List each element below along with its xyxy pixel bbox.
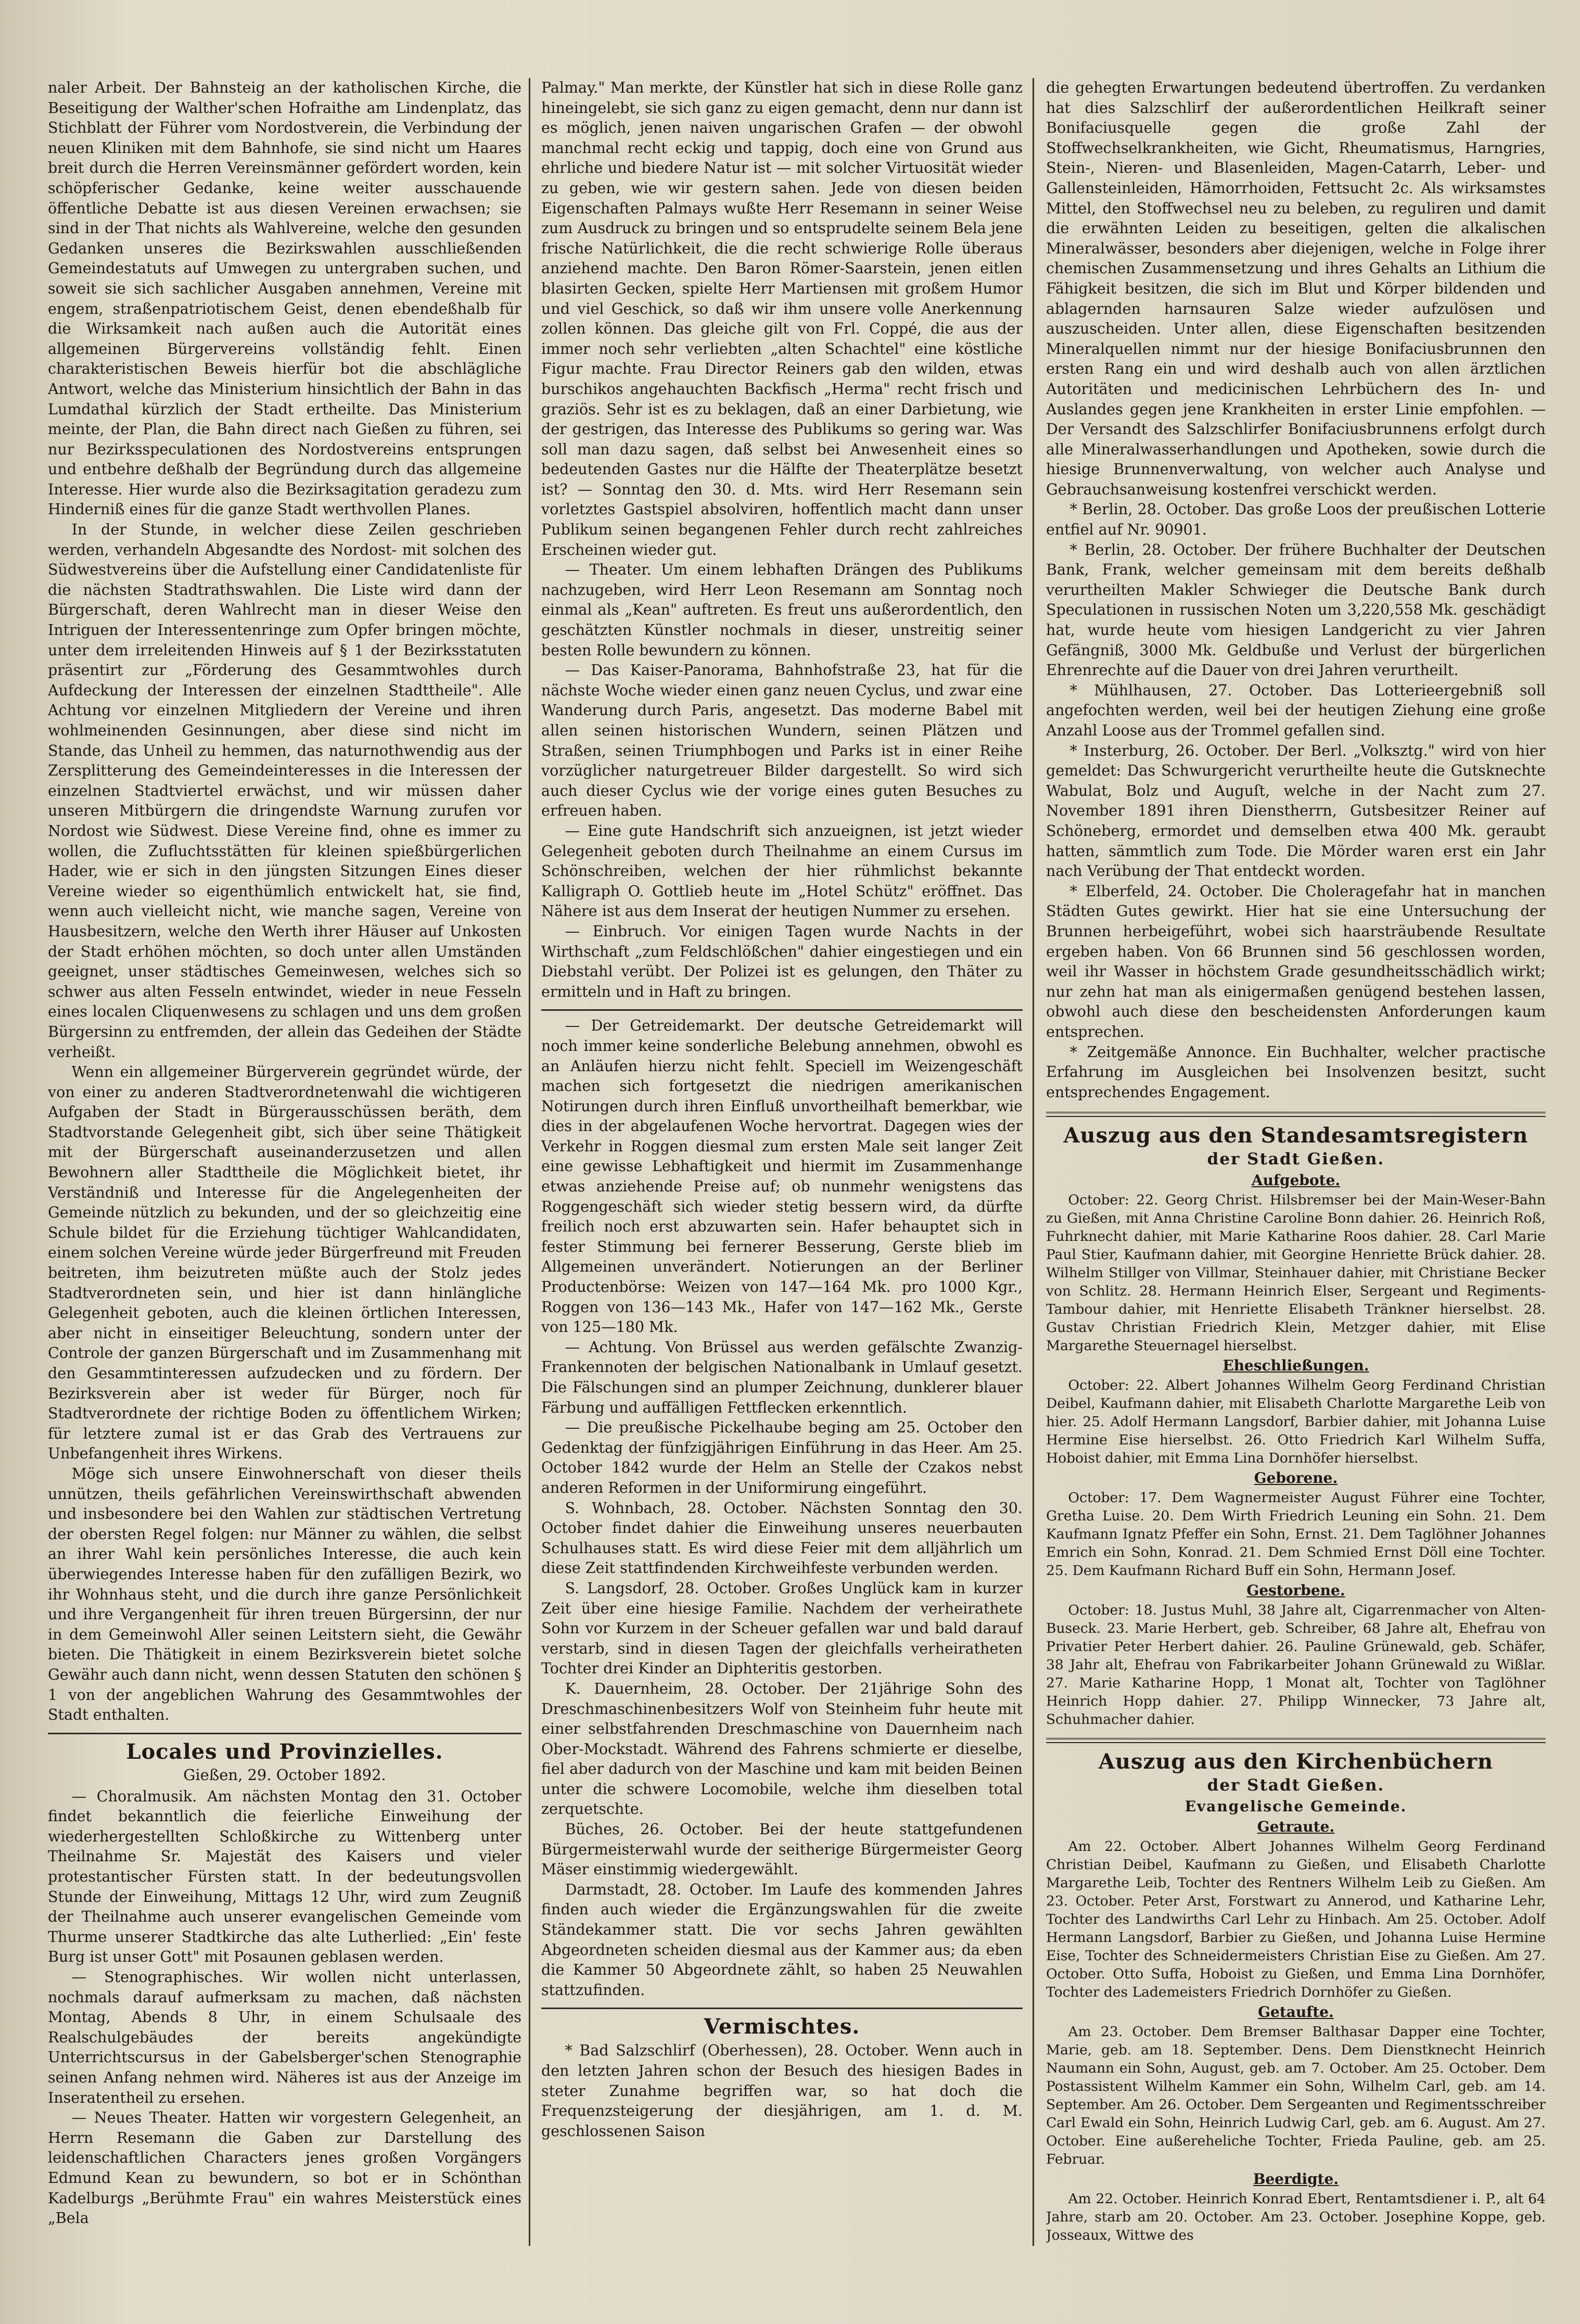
news-item: — Das Kaiser-Panorama, Bahnhofstraße 23, hat für die nächste Woche wieder einen ganz neuen Cyclus, und zwar eine Wanderung durch Paris, angesetzt. Das moderne Babel mit allen seinen historischen Wundern, seinen Plätzen und Straßen, seinen Triumphbogen und Parks ist in einer Reihe vorzüglicher naturgetreuer Bilder dargestellt. So wird sich auch dieser Cyclus wie der vorige eines guten Besuches zu erfreuen haben.: [541, 662, 1023, 820]
section-title-locales: Locales und Provinzielles.: [126, 1739, 443, 1764]
news-item: — Theater. Um einem lebhaften Drängen des Publikums nachzugeben, wird Herr Leon Resemann am Sonntag noch einmal als „Kean" auftreten. Es freut uns außerordentlich, den geschätzten Künstler nochmals in dieser, unstreitig seiner besten Rolle bewundern zu können.: [541, 561, 1023, 659]
news-item: — Choralmusik. Am nächsten Montag den 31. October findet bekanntlich die feierliche Einweihung der wiederhergestellten Schloßkirche zu Wittenberg unter Theilnahme Sr. Majestät des Kaisers und vieler protestantischer Fürsten statt. In der bedeutungsvollen Stunde der Einweihung, Mittags 12 Uhr, wird zum Zeugniß der Theilnahme auch unserer evangelischen Gemeinde vom Thurme unserer Stadtkirche das alte Lutherlied: „Ein' feste Burg ist unser Gott" mit Posaunen geblasen werden.: [48, 1787, 521, 1966]
section-rule: [1046, 1112, 1546, 1117]
news-item: S. Langsdorf, 28. October. Großes Unglück kam in kurzer Zeit über eine hiesige Familie. Nachdem der verheirathete Sohn vor Kurzem in der Scheuer gefallen war und bald darauf verstarb, sind in diesen Tagen der gleichfalls verheiratheten Tochter drei Kinder an Diphteritis gestorben.: [541, 1579, 1023, 1678]
news-item: — Neues Theater. Hatten wir vorgestern Gelegenheit, an Herrn Resemann die Gaben zur Darstellung des leidenschaftlichen Characters jenes großen Vorgängers Edmund Kean zu bewundern, so bot er in Schönthan Kadelburgs „Berühmte Frau" ein wahres Meisterstück eines „Bela: [48, 2109, 521, 2227]
register-entry: October: 18. Justus Muhl, 38 Jahre alt, Cigarrenmacher von Alten-Buseck. 23. Marie Herbert, geb. Schreiber, 68 Jahre alt, Ehefrau von Privatier Peter Herbert dahier. 26. Pauline Grünewald, geb. Schäfer, 38 Jahr alt, Ehefrau von Fabrikarbeiter Johann Grünewald zu Wißlar. 27. Marie Katharine Hopp, 1 Monat alt, Tochter von Taglöhner Heinrich Hopp dahier. 27. Philipp Winnecker, 73 Jahre alt, Schuhmacher dahier.: [1046, 1602, 1546, 1728]
subsection-heading: Eheschließungen.: [1222, 1357, 1369, 1375]
subsection-heading: Geborene.: [1254, 1469, 1338, 1487]
news-item: * Bad Salzschlirf (Oberhessen), 28. October. Wenn auch in den letzten Jahren schon der Besuch des hiesigen Bades in steter Zunahme begriffen war, so hat doch die Frequenzsteigerung der diesjährigen, am 1. d. M. geschlossenen Saison: [541, 2042, 1023, 2140]
section-rule: [541, 2008, 1023, 2009]
news-item: Palmay." Man merkte, der Künstler hat sich in diese Rolle ganz hineingelebt, sie sich ganz zu eigen gemacht, denn nur dann ist es möglich, jenen naiven ungarischen Grafen — der obwohl manchmal recht eckig und tappig, doch eine von Grund aus ehrliche und biedere Natur ist — mit solcher Virtuosität wieder zu geben, wie wir gestern sahen. Jede von diesen beiden Eigenschaften Palmays wußte Herr Resemann in seiner Weise zum Ausdruck zu bringen und so entsprudelte seinem Bela jene frische Natürlichkeit, die die recht schwierige Rolle überaus anziehend machte. Den Baron Römer-Saarstein, jenen eitlen blasirten Gecken, spielte Herr Martiensen mit großem Humor und viel Geschick, so daß wir ihm unsere volle Anerkennung zollen können. Das gleiche gilt von Frl. Coppé, die aus der immer noch sehr verliebten „alten Schachtel" eine köstliche Figur machte. Frau Director Reiners gab den wilden, etwas burschikos angehauchten Backfisch „Herma" recht frisch und graziös. Sehr ist es zu beklagen, daß an einer Darbietung, wie der gestrigen, das Interesse des Publikums so gering war. Was soll man dazu sagen, daß selbst bei Anwesenheit eines so bedeutenden Gastes nur die Hälfte der Theaterplätze besetzt ist? — Sonntag den 30. d. Mts. wird Herr Resemann sein vorletztes Gastspiel absolviren, hoffentlich macht dann unser Publikum seinen begangenen Fehler durch recht zahlreiches Erscheinen wieder gut.: [541, 79, 1023, 558]
column-left: [48, 78, 521, 2282]
news-item: — Der Getreidemarkt. Der deutsche Getreidemarkt will noch immer keine sonderliche Belebung annehmen, obwohl es an Anläufen hierzu nicht fehlt. Speciell im Weizengeschäft machen sich fortgesetzt die niedrigen amerikanischen Notirungen durch ihren Einfluß unvortheilhaft bemerkbar, wie dies in der abgelaufenen Woche hervortrat. Dagegen wies der Verkehr in Roggen diesmal zum ersten Male seit langer Zeit eine gewisse Lebhaftigkeit und hiermit im Zusammenhange etwas anziehende Preise auf; ob nunmehr wenigstens das Roggengeschäft sich wieder stetig bessern wird, da dürfte freilich noch erst abzuwarten sein. Hafer behauptet sich in fester Stimmung bei fernerer Besserung, Gerste blieb im Allgemeinen unverändert. Notierungen an der Berliner Productenbörse: Weizen von 147—164 Mk. pro 1000 Kgr., Roggen von 136—143 Mk., Hafer von 147—162 Mk., Gerste von 125—180 Mk.: [541, 1017, 1023, 1336]
section-subtitle: der Stadt Gießen.: [1207, 1776, 1385, 1795]
subsection-heading: Gestorbene.: [1246, 1582, 1345, 1599]
dateline: Gießen, 29. October 1892.: [183, 1766, 386, 1784]
section-subtitle: der Stadt Gießen.: [1207, 1150, 1385, 1169]
column-divider: [529, 78, 530, 2246]
column-divider: [1033, 78, 1034, 2246]
register-entry: Am 22. October. Heinrich Konrad Ebert, Rentamtsdiener i. P., alt 64 Jahre, starb am 20. October. Am 23. October. Josephine Koppe, geb. Josseaux, Wittwe des: [1046, 2191, 1546, 2244]
article-paragraph: In der Stunde, in welcher diese Zeilen geschrieben werden, verhandeln Abgesandte des Nordost- mit solchen des Südwestvereins über die Aufstellung einer Candidatenliste für die nächsten Stadtrathswahlen. Die Liste wird dann der Bürgerschaft, deren Wahlrecht man in dieser Weise den Intriguen der Interessentenringe zum Opfer bringen möchte, unter dem irreleitenden Hinweis auf § 1 der Bezirksstatuten präsentirt zur „Förderung des Gesammtwohles durch Aufdeckung der Interessen der einzelnen Stadttheile". Alle Achtung vor einzelnen Mitgliedern der Vereine und ihren wohlmeinenden Gesinnungen, aber diese sind nicht im Stande, das Unheil zu hemmen, das naturnothwendig aus der Zersplitterung des Gemeindeinteresses in die Interessen der einzelnen Stadtviertel erwächst, und wir müssen daher unseren Mitbürgern die dringendste Warnung zurufen vor Nordost wie Südwest. Diese Vereine find, ohne es immer zu wollen, die Zufluchtsstätten für kleinen spießbürgerlichen Hader, wie er sich in den jüngsten Sitzungen Eines dieser Vereine wieder so eigenthümlich entwickelt hat, sie find, wenn auch vielleicht nicht, wie manche sagen, Vereine von Hausbesitzern, welche den Werth ihrer Häuser auf Unkosten der Stadt erhöhen möchten, so doch unter allen Umständen geeignet, unser städtisches Gemeinwesen, welches sich so schwer aus alten Fesseln entwindet, wieder in neue Fesseln eines localen Cliquenwesens zu schlagen und uns dem großen Bürgersinn zu entfremden, der allein das Gedeihen der Städte verheißt.: [48, 521, 521, 1061]
register-entry: October: 22. Georg Christ. Hilsbremser bei der Main-Weser-Bahn zu Gießen, mit Anna Christine Caroline Bonn dahier. 26. Heinrich Roß, Fuhrknecht dahier, mit Marie Katharine Roos dahier. 28. Carl Marie Paul Stier, Kaufmann dahier, mit Georgine Henriette Brück dahier. 28. Wilhelm Stillger von Villmar, Steinhauer dahier, mit Christiane Becker von Schlitz. 28. Hermann Heinrich Elser, Sergeant und Regiments-Tambour dahier, mit Henriette Elisabeth Tränkner hierselbst. 28. Gustav Christian Friedrich Klein, Metzger dahier, mit Elise Margarethe Steuernagel hierselbst.: [1046, 1192, 1546, 1354]
news-item: Darmstadt, 28. October. Im Laufe des kommenden Jahres finden auch wieder die Ergänzungswahlen für die zweite Ständekammer statt. Die vor sechs Jahren gewählten Abgeordneten scheiden diesmal aus der Kammer aus; da eben die Kammer 50 Abgeordnete zählt, so haben 25 Neuwahlen stattzufinden.: [541, 1881, 1023, 1999]
register-entry: Am 22. October. Albert Johannes Wilhelm Georg Ferdinand Christian Deibel, Kaufmann zu Gießen, und Elisabeth Charlotte Margarethe Leib, Tochter des Rentners Wilhelm Leib zu Gießen. Am 23. October. Peter Arst, Forstwart zu Annerod, und Katharine Lehr, Tochter des Landwirths Carl Lehr zu Hinbach. Am 25. October. Adolf Hermann Langsdorf, Barbier zu Gießen, und Johanna Luise Hermine Eise, Tochter des Schneidermeisters Christian Eise zu Gießen. Am 27. October. Otto Suffa, Hoboist zu Gießen, und Emma Lina Dornhöfer, Tochter des Lademeisters Friedrich Dornhöfer zu Gießen.: [1046, 1838, 1546, 2001]
article-paragraph: naler Arbeit. Der Bahnsteig an der katholischen Kirche, die Beseitigung der Walther'schen Hofraithe am Lindenplatz, das Stichblatt der Führer vom Nordostverein, die Verbindung der neuen Kliniken mit dem Bahnhofe, sie sind nicht um Haares breit durch die Herren Vereinsmänner gefördert worden, kein schöpferischer Gedanke, keine weiter ausschauende öffentliche Debatte ist aus diesen Vereinen erwachsen; sie sind in der That nichts als Wahlvereine, welche den gesunden Gedanken unseres die Bezirkswahlen ausschließenden Gemeindestatuts auf Umwegen zu untergraben suchen, und soweit sie sich sachlicher Ausgaben annehmen, Vereine mit engem, straßenpatriotischem Geist, denen ebendeßhalb für die Wirksamkeit nach außen auch die Autorität eines allgemeinen Bürgervereins vollständig fehlt. Einen charakteristischen Beweis hierfür bot die abschlägliche Antwort, welche das Ministerium hinsichtlich der Bahn in das Lumdathal kürzlich der Stadt ertheilte. Das Ministerium meinte, der Plan, die Bahn direct nach Gießen zu führen, sei nur Bezirksspeculationen des Nordostvereins entsprungen und entbehre deßhalb der Begründung durch das allgemeine Interesse. Hier wurde also die Bezirksagitation geradezu zum Hinderniß eines für die ganze Stadt werthvollen Planes.: [48, 79, 521, 518]
column-right: [1046, 78, 1546, 2282]
section-rule: [48, 1733, 521, 1734]
article-paragraph: Möge sich unsere Einwohnerschaft von dieser theils unnützen, theils gefährlichen Vereinswirthschaft abwenden und insbesondere bei den Wahlen zur städtischen Vertretung der obersten Regel folgen: nur Männer zu wählen, die selbst an ihrer Wahl kein persönliches Interesse, die auch kein überwiegendes Interesse haben für den zufälligen Bezirk, wo ihr Wohnhaus steht, und die durch ihre ganze Persönlichkeit und ihre Vergangenheit für ihren treuen Bürgersinn, der nur in dem Gemeinwohl Aller seinen Leitstern sieht, die Gewähr bieten. Die Thätigkeit in einem Bezirksverein bietet solche Gewähr auch dann nicht, wenn dessen Statuten den schönen § 1 von der angeblichen Wahrung des Gesammtwohles der Stadt enthalten.: [48, 1465, 521, 1724]
register-entry: October: 22. Albert Johannes Wilhelm Georg Ferdinand Christian Deibel, Kaufmann dahier, mit Elisabeth Charlotte Margarethe Leib von hier. 25. Adolf Hermann Langsdorf, Barbier dahier, mit Johanna Luise Hermine Eise hierselbst. 26. Otto Friedrich Karl Wilhelm Suffa, Hoboist dahier, mit Emma Lina Dornhöfer hierselbst.: [1046, 1377, 1546, 1467]
news-item: die gehegten Erwartungen bedeutend übertroffen. Zu verdanken hat dies Salzschlirf der außerordentlichen Heilkraft seiner Bonifaciusquelle gegen die große Zahl der Stoffwechselkrankheiten, wie Gicht, Rheumatismus, Harngries, Stein-, Nieren- und Blasenleiden, Magen-Catarrh, Leber- und Gallensteinleiden, Hämorrhoiden, Fettsucht 2c. Als wirksamstes Mittel, den Stoffwechsel neu zu beleben, zu reguliren und damit die erwähnten Leiden zu beseitigen, gelten die alkalischen Mineralwässer, besonders aber diejenigen, welche in Folge ihrer chemischen Zusammensetzung und ihres Gehalts an Lithium die Fähigkeit besitzen, die sich im Blut und Körper bildenden und ablagernden harnsauren Salze wieder aufzulösen und auszuscheiden. Unter allen, diese Eigenschaften besitzenden Mineralquellen nimmt nur der hiesige Bonifaciusbrunnen den ersten Rang ein und wird deshalb auch von allen ärztlichen Autoritäten und medicinischen Lehrbüchern des In- und Auslandes gegen jene Krankheiten in erster Linie empfohlen. — Der Versandt des Salzschlirfer Bonifaciusbrunnens erfolgt durch alle Mineralwasserhandlungen und Apotheken, sowie durch die hiesige Brunnenverwaltung, von welcher auch Analyse und Gebrauchsanweisung kostenfrei verschickt werden.: [1046, 79, 1546, 498]
subsection-heading: Aufgebote.: [1251, 1172, 1341, 1189]
section-title-vermischtes: Vermischtes.: [704, 2014, 860, 2039]
section-rule: [541, 1009, 1023, 1011]
news-item: * Mühlhausen, 27. October. Das Lotterieergebniß soll angefochten werden, weil bei der heutigen Ziehung eine große Anzahl Loose aus der Trommel gefallen sind.: [1046, 681, 1546, 739]
news-item: * Zeitgemäße Annonce. Ein Buchhalter, welcher practische Erfahrung im Ausgleichen bei Insolvenzen besitzt, sucht entsprechendes Engagement.: [1046, 1043, 1546, 1101]
news-item: — Eine gute Handschrift sich anzueignen, ist jetzt wieder Gelegenheit geboten durch Theilnahme an einem Cursus im Schönschreiben, welchen der hier rühmlichst bekannte Kalligraph O. Gottlieb heute im „Hotel Schütz" eröffnet. Das Nähere ist aus dem Inserat der heutigen Nummer zu ersehen.: [541, 822, 1023, 920]
news-item: * Insterburg, 26. October. Der Berl. „Volksztg." wird von hier gemeldet: Das Schwurgericht verurtheilte heute die Gutsknechte Wabulat, Bolz und Auguſt, welche in der Nacht zum 27. November 1891 ihren Dienstherrn, Gutsbesitzer Reiner auf Schöneberg, ermordet und demselben etwa 400 Mk. geraubt hatten, sämmtlich zum Tode. Die Mörder waren erst ein Jahr nach Verübung der That entdeckt worden.: [1046, 742, 1546, 880]
news-item: S. Wohnbach, 28. October. Nächsten Sonntag den 30. October findet dahier die Einweihung unseres neuerbauten Schulhauses statt. Es wird diese Feier mit dem alljährlich um diese Zeit stattfindenden Kirchweihfeste verbunden werden.: [541, 1499, 1023, 1577]
news-item: Büches, 26. October. Bei der heute stattgefundenen Bürgermeisterwahl wurde der seitherige Bürgermeister Georg Mäser einstimmig wiedergewählt.: [541, 1821, 1023, 1878]
news-item: K. Dauernheim, 28. October. Der 21jährige Sohn des Dreschmaschinenbesitzers Wolf von Steinheim fuhr heute mit einer selbstfahrenden Dreschmaschine von Dauernheim nach Ober-Mockstadt. Während des Fahrens schmierte er dieselbe, fiel aber dadurch von der Maschine und kam mit beiden Beinen unter die schwere Locomobile, welche ihm dieselben total zerquetschte.: [541, 1680, 1023, 1818]
register-entry: October: 17. Dem Wagnermeister August Führer eine Tochter, Gretha Luise. 20. Dem Wirth Friedrich Leuning ein Sohn. 21. Dem Kaufmann Ignatz Pfeffer ein Sohn, Ernst. 21. Dem Taglöhner Johannes Emrich ein Sohn, Konrad. 21. Dem Schmied Ernst Döll eine Tochter. 25. Dem Kaufmann Richard Buff ein Sohn, Hermann Josef.: [1046, 1490, 1546, 1579]
news-item: — Achtung. Von Brüssel aus werden gefälschte Zwanzig-Frankennoten der belgischen Nationalbank in Umlauf gesetzt. Die Fälschungen sind an plumper Zeichnung, dunklerer blauer Färbung und auffälligen Fettflecken erkenntlich.: [541, 1338, 1023, 1416]
news-item: — Stenographisches. Wir wollen nicht unterlassen, nochmals darauf aufmerksam zu machen, daß nächsten Montag, Abends 8 Uhr, in einem Schulsaale des Realschulgebäudes der bereits angekündigte Unterrichtscursus in der Gabelsberger'schen Stenographie seinen Anfang nehmen wird. Näheres ist aus der Anzeige im Inseratentheil zu ersehen.: [48, 1969, 521, 2106]
news-item: — Die preußische Pickelhaube beging am 25. October den Gedenktag der fünfzigjährigen Einführung in das Heer. Am 25. October 1842 wurde der Helm an Stelle der Czakos nebst anderen Reformen in der Uniformirung eingeführt.: [541, 1419, 1023, 1496]
news-item: * Berlin, 28. October. Der frühere Buchhalter der Deutschen Bank, Frank, welcher gemeinsam mit dem bereits deßhalb verurtheilten Makler Schwieger die Deutsche Bank durch Speculationen in russischen Noten um 3,220,558 Mk. geschädigt hat, wurde heute vom hiesigen Landgericht zu vier Jahren Gefängniß, 3000 Mk. Geldbuße und Verlust der bürgerlichen Ehrenrechte auf die Dauer von drei Jahren verurtheilt.: [1046, 541, 1546, 679]
news-item: * Berlin, 28. October. Das große Loos der preußischen Lotterie entfiel auf Nr. 90901.: [1046, 501, 1546, 539]
news-item: * Elberfeld, 24. October. Die Choleragefahr hat in manchen Städten Gutes gewirkt. Hier hat sie eine Untersuchung der Brunnen herbeigeführt, wobei sich haarsträubende Resultate ergeben haben. Von 66 Brunnen sind 56 geschlossen worden, weil ihr Wasser in höchstem Grade gesundheitsschädlich wirkt; nur zehn hat man als einigermaßen genügend bestehen lassen, obwohl auch diese den bescheidensten Anforderungen kaum entsprechen.: [1046, 882, 1546, 1040]
section-rule: [1046, 1738, 1546, 1743]
section-title-standesamt: Auszug aus den Standesamtsregistern: [1063, 1123, 1528, 1148]
section-title-kirchenbuecher: Auszug aus den Kirchenbüchern: [1098, 1749, 1494, 1774]
news-item: — Einbruch. Vor einigen Tagen wurde Nachts in der Wirthschaft „zum Feldschlößchen" dahier eingestiegen und ein Diebstahl verübt. Der Polizei ist es gelungen, den Thäter zu ermitteln und in Haft zu bringen.: [541, 922, 1023, 1000]
subsection-heading: Getraute.: [1257, 1818, 1335, 1836]
subsection-heading: Beerdigte.: [1253, 2170, 1339, 2188]
register-entry: Am 23. October. Dem Bremser Balthasar Dapper eine Tochter, Marie, geb. am 18. September. Dens. Dem Dienstknecht Heinrich Naumann ein Sohn, August, geb. am 7. October. Am 25. October. Dem Postassistent Wilhelm Kammer ein Sohn, Wilhelm Carl, geb. am 14. September. Am 26. October. Dem Sergeanten und Regimentsschreiber Carl Ewald ein Sohn, Heinrich Ludwig Carl, geb. am 6. August. Am 27. October. Eine außereheliche Tochter, Frieda Pauline, geb. am 25. Februar.: [1046, 2024, 1546, 2168]
subsection-heading: Getaufte.: [1258, 2003, 1334, 2021]
congregation-heading: Evangelische Gemeinde.: [1184, 1798, 1407, 1815]
column-middle: [541, 78, 1023, 2282]
article-paragraph: Wenn ein allgemeiner Bürgerverein gegründet würde, der von einer zu anderen Stadtverordnetenwahl die wichtigeren Aufgaben der Stadt in Bürgerausschüssen beräth, dem Stadtvorstande Gelegenheit gibt, sich über seine Thätigkeit mit der Bürgerschaft auseinanderzusetzen und allen Bewohnern aller Stadttheile die Möglichkeit bietet, ihr Verständniß und Interesse für die Angelegenheiten der Gemeinde nützlich zu bekunden, und der so gleichzeitig eine Schule bildet für die Erziehung tüchtiger Wahlcandidaten, einem solchen Vereine würde jeder Bürgerfreund mit Freuden beitreten, ihm beizutreten müßte auch der Stolz jedes Stadtverordneten sein, und hier ist dann hinlängliche Gelegenheit geboten, auch die kleinen örtlichen Interessen, aber nicht in einseitiger Beleuchtung, sondern unter der Controle der ganzen Bürgerschaft und im Zusammenhang mit den Gesammtinteressen aufzudecken und zu fördern. Der Bezirksverein aber ist weder für Bürger, noch für Stadtverordnete der richtige Boden zu öffentlichem Wirken; für letztere zumal ist er das Grab des Vertrauens zur Unbefangenheit ihres Wirkens.: [48, 1063, 521, 1463]
